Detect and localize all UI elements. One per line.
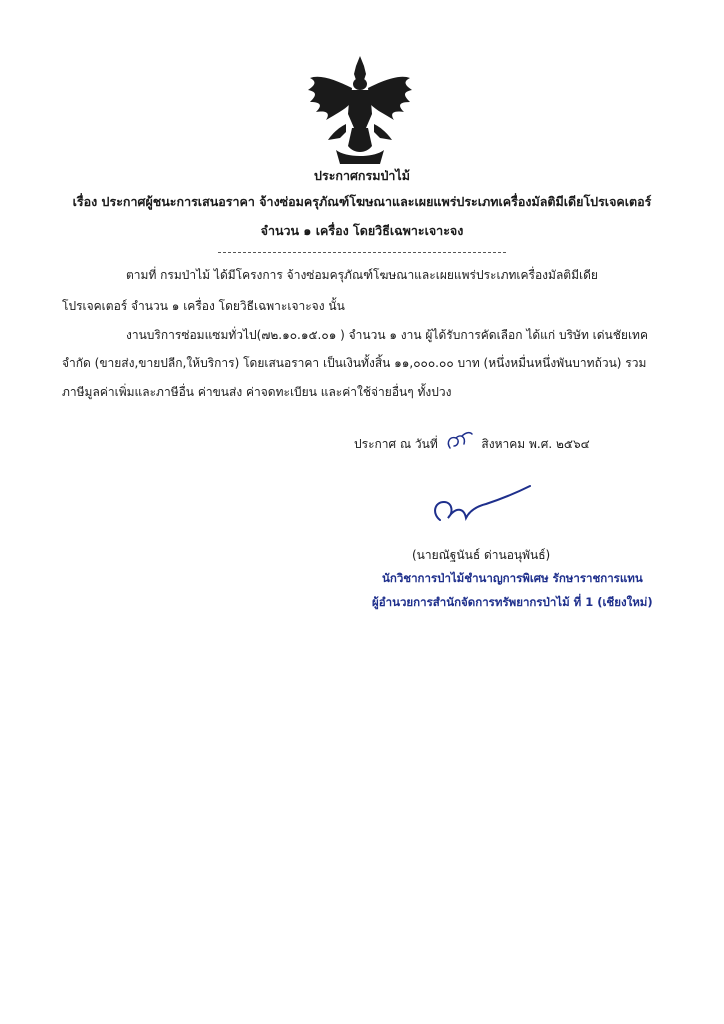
paragraph-1-line-2: โปรเจคเตอร์ จำนวน ๑ เครื่อง โดยวิธีเฉพาะเจาะจง นั้น: [62, 299, 345, 313]
header-divider: [218, 252, 506, 253]
paragraph-2-line-1: งานบริการซ่อมแซมทั่วไป(๗๒.๑๐.๑๕.๐๑ ) จำนวน ๑ งาน ผู้ได้รับการคัดเลือก ได้แก่ บริษัท เด่นชัยเทค: [126, 328, 648, 342]
date-prefix: ประกาศ ณ วันที่: [354, 437, 438, 451]
handwritten-signature: [426, 480, 536, 536]
document-subject-line2: จำนวน ๑ เครื่อง โดยวิธีเฉพาะเจาะจง: [260, 223, 464, 238]
handwritten-day: [442, 430, 478, 454]
paragraph-2-line-2: จำกัด (ขายส่ง,ขายปลีก,ให้บริการ) โดยเสนอราคา เป็นเงินทั้งสิ้น ๑๑,๐๐๐.๐๐ บาท (หนึ่งหมื่นหนึ่งพันบาทถ้วน) รวม: [62, 356, 647, 370]
announcement-date: [354, 430, 590, 454]
paragraph-1-line-1: ตามที่ กรมป่าไม้ ได้มีโครงการ จ้างซ่อมครุภัณฑ์โฆษณาและเผยแพร่ประเภทเครื่องมัลติมีเดีย: [126, 268, 598, 282]
paragraph-2-line-3: ภาษีมูลค่าเพิ่มและภาษีอื่น ค่าขนส่ง ค่าจดทะเบียน และค่าใช้จ่ายอื่นๆ ทั้งปวง: [62, 385, 452, 399]
garuda-emblem-icon: [306, 54, 414, 166]
date-suffix: สิงหาคม พ.ศ. ๒๕๖๔: [481, 437, 590, 451]
signatory-position-1: นักวิชาการป่าไม้ชำนาญการพิเศษ รักษาราชการแทน: [382, 571, 643, 585]
signatory-name: (นายณัฐนันธ์ ด่านอนุพันธ์): [412, 548, 551, 562]
document-subject: เรื่อง ประกาศผู้ชนะการเสนอราคา จ้างซ่อมครุภัณฑ์โฆษณาและเผยแพร่ประเภทเครื่องมัลติมีเดียโปรเจคเตอร์: [72, 194, 652, 209]
signatory-position-2: ผู้อำนวยการสำนักจัดการทรัพยากรป่าไม้ ที่ 1 (เชียงใหม่): [372, 595, 653, 609]
document-title: ประกาศกรมป่าไม้: [314, 168, 410, 183]
